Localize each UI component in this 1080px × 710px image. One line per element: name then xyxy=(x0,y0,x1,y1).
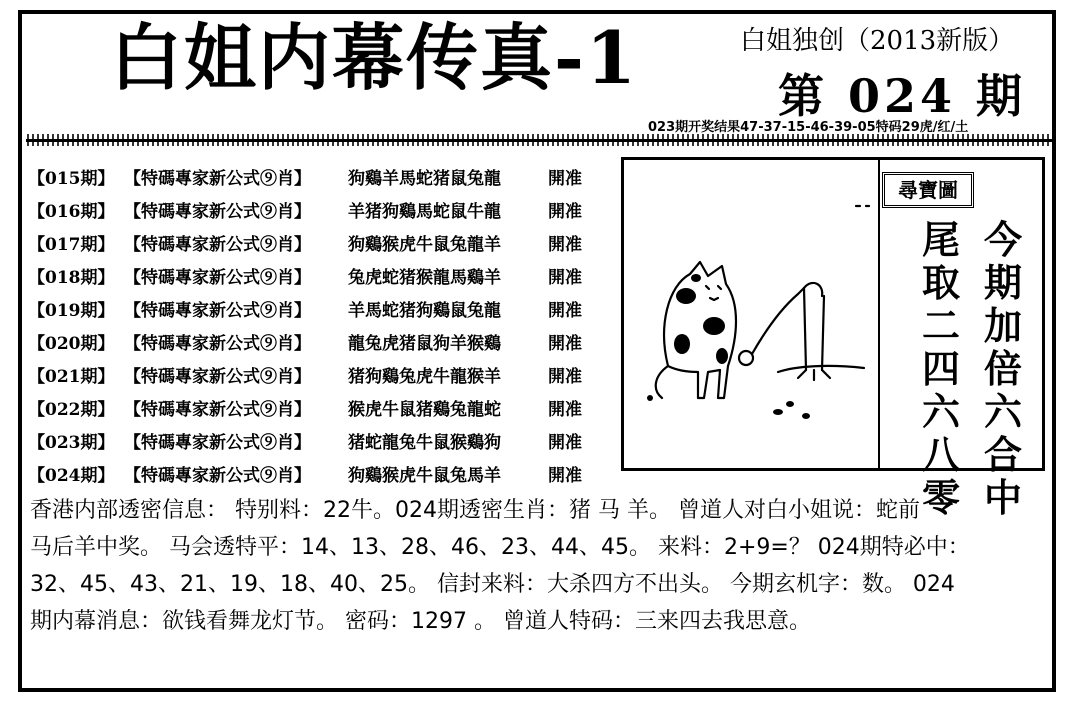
zodiac-list: 狗鷄羊馬蛇猪鼠兔龍 xyxy=(348,169,501,189)
zodiac-list: 羊馬蛇猪狗鷄鼠兔龍 xyxy=(348,301,501,321)
treasure-map-label: 尋寶圖 xyxy=(882,172,974,208)
period-label: 【022期】 xyxy=(28,400,115,420)
formula-label: 【特碼專家新公式⑨肖】 xyxy=(124,466,311,486)
info-line: 香港内部透密信息： 特别料：22牛。024期透密生肖：猪 马 羊。 曾道人对白小姐说：蛇前 xyxy=(30,498,920,523)
table-row xyxy=(28,358,618,391)
table-row xyxy=(28,457,618,490)
status-label: 開准 xyxy=(548,400,582,420)
period-label: 【019期】 xyxy=(28,301,115,321)
hint-column-right: 今期加倍六合中 xyxy=(983,217,1022,520)
insider-info xyxy=(30,492,1042,640)
period-label: 【024期】 xyxy=(28,466,115,486)
info-line: 期内幕消息：欲钱看舞龙灯节。 密码：1297 。 曾道人特码：三来四去我思意。 xyxy=(30,609,811,634)
last-draw-result: 023期开奖结果47-37-15-46-39-05特码29虎/红/土 xyxy=(648,120,969,135)
table-row xyxy=(28,160,618,193)
formula-label: 【特碼專家新公式⑨肖】 xyxy=(124,433,311,453)
treasure-map-box xyxy=(621,157,1045,520)
edition-label: 白姐独创（2013新版） xyxy=(740,26,1015,56)
formula-label: 【特碼專家新公式⑨肖】 xyxy=(124,400,311,420)
status-label: 開准 xyxy=(548,202,582,222)
status-label: 開准 xyxy=(548,301,582,321)
zodiac-list: 猪狗鷄兔虎牛龍猴羊 xyxy=(348,367,501,387)
status-label: 開准 xyxy=(548,334,582,354)
period-label: 【018期】 xyxy=(28,268,115,288)
period-label: 【017期】 xyxy=(28,235,115,255)
formula-label: 【特碼專家新公式⑨肖】 xyxy=(124,268,311,288)
info-line: 32、45、43、21、19、18、40、25。 信封来料：大杀四方不出头。 今期玄机字：数。 024 xyxy=(30,572,955,597)
formula-label: 【特碼專家新公式⑨肖】 xyxy=(124,301,311,321)
table-row xyxy=(28,226,618,259)
status-label: 開准 xyxy=(548,466,582,486)
formula-table xyxy=(28,160,618,490)
formula-label: 【特碼專家新公式⑨肖】 xyxy=(124,202,311,222)
period-label: 【023期】 xyxy=(28,433,115,453)
table-row xyxy=(28,424,618,457)
status-label: 開准 xyxy=(548,367,582,387)
table-row xyxy=(28,292,618,325)
table-row xyxy=(28,325,618,358)
period-label: 【021期】 xyxy=(28,367,115,387)
page-title: 白姐内幕传真-1 xyxy=(110,15,638,100)
zodiac-list: 龍兔虎猪鼠狗羊猴鷄 xyxy=(348,334,501,354)
zodiac-list: 狗鷄猴虎牛鼠兔馬羊 xyxy=(348,466,501,486)
status-label: 開准 xyxy=(548,235,582,255)
table-row xyxy=(28,259,618,292)
formula-label: 【特碼專家新公式⑨肖】 xyxy=(124,169,311,189)
zodiac-list: 猪蛇龍兔牛鼠猴鷄狗 xyxy=(348,433,501,453)
cat-illustration xyxy=(628,166,878,466)
zodiac-list: 兔虎蛇猪猴龍馬鷄羊 xyxy=(348,268,501,288)
period-label: 【016期】 xyxy=(28,202,115,222)
period-label: 【015期】 xyxy=(28,169,115,189)
status-label: 開准 xyxy=(548,433,582,453)
zodiac-list: 狗鷄猴虎牛鼠兔龍羊 xyxy=(348,235,501,255)
table-row xyxy=(28,193,618,226)
issue-number: 第 024 期 xyxy=(778,69,1027,123)
formula-label: 【特碼專家新公式⑨肖】 xyxy=(124,367,311,387)
period-label: 【020期】 xyxy=(28,334,115,354)
zodiac-list: 羊猪狗鷄馬蛇鼠牛龍 xyxy=(348,202,501,222)
hatched-divider xyxy=(26,134,1054,146)
info-line: 马后羊中奖。 马会透特平：14、13、28、46、23、44、45。 来料：2+9=？ 024期特必中： xyxy=(30,535,970,560)
formula-label: 【特碼專家新公式⑨肖】 xyxy=(124,235,311,255)
formula-label: 【特碼專家新公式⑨肖】 xyxy=(124,334,311,354)
zodiac-list: 猴虎牛鼠猪鷄兔龍蛇 xyxy=(348,400,501,420)
vertical-separator xyxy=(878,160,880,468)
status-label: 開准 xyxy=(548,169,582,189)
hint-column-left: 尾取二四六八零 xyxy=(921,217,960,520)
status-label: 開准 xyxy=(548,268,582,288)
table-row xyxy=(28,391,618,424)
